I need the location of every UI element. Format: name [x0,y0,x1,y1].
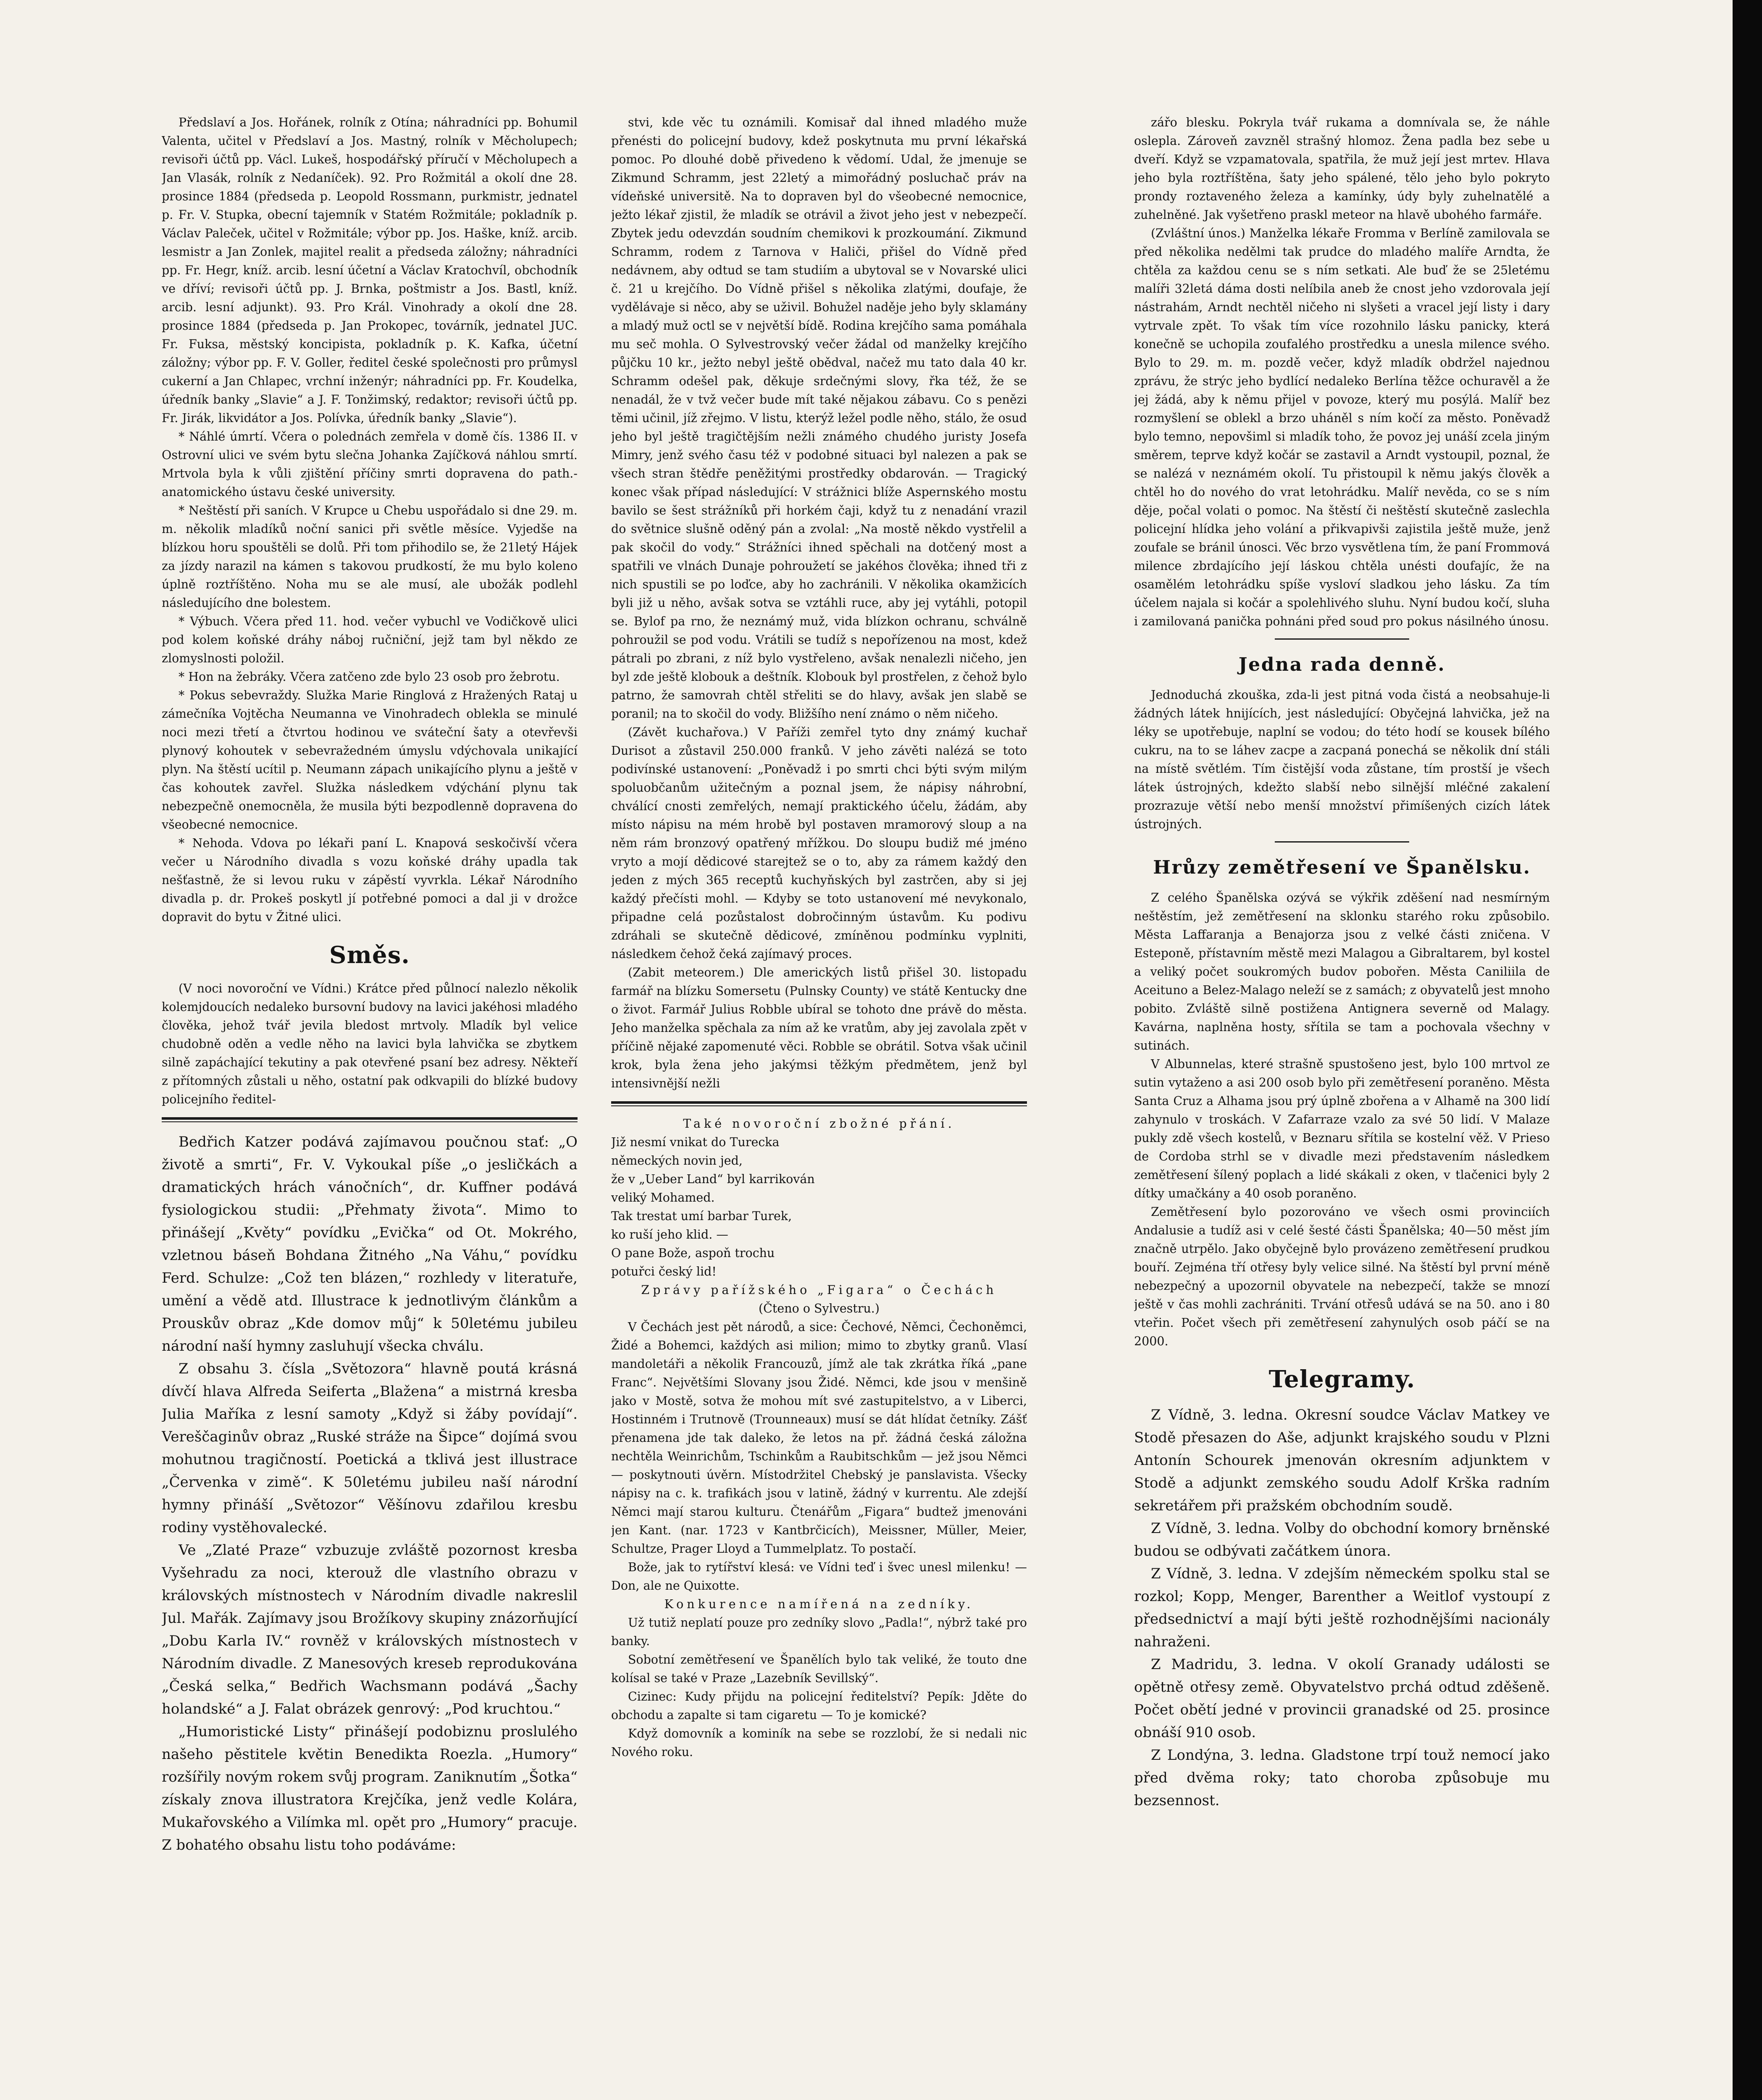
telegram: Z Londýna, 3. ledna. Gladstone trpí touž nemocí jako před dvěma roky; tato choroba způsobuje mu bezsennost. [1134,1747,1550,1809]
column-left [162,113,578,2100]
article-text: * Hon na žebráky. Včera zatčeno zde bylo 23 osob pro žebrotu. [179,670,560,684]
telegram: Z Vídně, 3. ledna. Volby do obchodní komory brněnské budou se odbývati začátkem února. [1134,1520,1550,1559]
article-text: * Neštěstí při saních. V Krupce u Chebu uspořádalo si dne 29. m. m. několik mladíků noční sanici při světle měsíce. Vyjedše na blízkou horu spouštěli se dolů. Při tom přihodilo se, že 21letý Hájek za jízdy narazil na kámen s takovou prudkostí, že mu bylo koleno úplně roztříštěno. Noha mu se ale musí, ale ubožák podlehl následujícího dne bolestem. [162,504,578,610]
article-text: stvi, kde věc tu oznámili. Komisař dal ihned mladého muže přenésti do policejní budovy, kdež poskytnuta mu první lékařská pomoc. Po dlouhé době přivedeno k vědomí. Udal, že jmenuje se Zikmund Schramm, jest 22letý a mimořádný posluchač práv na vídeňské universitě. Na to dopraven byl do všeobecné nemocnice, ježto lékař zjistil, že mladík se otrávil a život jeho jest v nebezpečí. Zbytek jedu odevzdán soudním chemikovi k prozkoumání. Zikmund Schramm, rodem z Tarnova v Haliči, přišel do Vídně před nedávnem, aby odtud se tam studiím a ubytoval se v Novarské ulici č. 21 u krejčího. Do Vídně přišel s několika zlatými, doufaje, že vydělávaje si něco, aby se uživil. Bohužel naděje jeho byly sklamány a mladý muž octl se v největší bídě. Rodina krejčího sama pomáhala mu seč mohla. O Sylvestrovský večer žádal od manželky krejčího půjčku 10 kr., ježto nebyl ještě obědval, načež mu tato dala 40 kr. Schramm odešel pak, děkuje srdečnými slovy, řka též, že se nenadál, že v tvž večer bude mít také nějakou zábavu. Co s penězi těmi učinil, jíž zřejmo. V listu, kterýž ležel podle něho, stálo, že osud jeho byl ještě tragičtějším nežli známého chudého juristy Josefa Mimry, jenž svého času též v podobné situaci byl nalezen a pak se všech stran štědře peněžitými prostředky obdarován. — Tragický konec však případ následující: V strážnici blíže Aspernského mostu bavilo se šest strážníků při horkém čaji, když tu z nenadání vrazil do světnice slušně oděný pán a zvolal: „Na mostě někdo vystřelil a pak skočil do vody.“ Strážníci ihned spěchali na dotčený most a spatřili ve vlnách Dunaje pohroužetí se jakéhos člověka; ihned tři z nich spustili se po loďce, aby ho zachránili. V několika okamžicích byli již u něho, avšak sotva se vztáhli ruce, aby jej vytáhli, potopil se. Bylof pa rno, že neznámý muž, vida blízkon ochranu, schválně pohroužil se pod vodu. Vrátili se tudíž s nepořízenou na most, kdež pátrali po zbrani, z níž bylo vystřeleno, avšak nenalezli ničeho, jen byl zde ještě klobouk a deštník. Klobouk byl prostřelen, z čehož bylo patrno, že samovrah chtěl střeliti se do hlavy, avšak jen slabě se poranil; na to skočil do vody. Bližšího není známo o něm ničeho. [611,116,1027,721]
article-text: zářo blesku. Pokryla tvář rukama a domnívala se, že náhle oslepla. Zároveň zavzněl strašný hlomoz. Žena padla bez sebe u dveří. Když se vzpamatovala, spatřila, že muž její jest mrtev. Hlava jeho byla roztříštěna, šaty jeho spálené, tělo jeho bylo pokryto prondy roztaveného železa a kamínky, údy byly zuhelnatělé a zuhelněné. Jak vyšetřeno praskl meteor na hlavě ubohého farmáře. [1134,116,1550,222]
article-text: * Pokus sebevraždy. Služka Marie Ringlová z Hražených Rataj u zámečníka Vojtěcha Neumanna ve Vinohradech oblekla se minulé noci mezi třetí a čtvrtou hodinou ve sváteční šaty a otevřevši plynový kohoutek v sebevražedném úmyslu vdýchovala unikající plyn. Na štěstí ucítil p. Neumann zápach unikajícího plynu a ještě v čas kohoutek zavřel. Služka následkem vdýchání plynu tak nebezpečně onemocněla, že musila býti bezpodlenně dopravena do všeobecné nemocnice. [162,688,578,832]
section-heading-telegramy: Telegramy. [1268,1365,1415,1393]
divider [162,1117,578,1122]
column-middle [611,113,1027,2100]
article-text: Předslaví a Jos. Hořánek, rolník z Otína; náhradníci pp. Bohumil Valenta, učitel v Předslaví a Jos. Mastný, rolník v Měcholupech; revisoři účtů pp. Václ. Lukeš, hospodářský příručí v Měcholupech a Jan Vlasák, rolník z Nedaníček). 92. Pro Rožmitál a okolí dne 28. prosince 1884 (předseda p. Leopold Rossmann, purkmistr, jednatel p. Fr. V. Stupka, obecní tajemník v Statém Rožmitále; pokladník p. Václav Paleček, učitel v Rožmitále; výbor pp. Jos. Haške, kníž. arcib. lesmistr a Jan Zonlek, majitel realit a předseda záložny; náhradníci pp. Fr. Hegr, kníž. arcib. lesní účetní a Václav Kratochvíl, obchodník ve dříví; revisoři účtů pp. J. Brnka, poštmistr a Jos. Bastl, kníž. arcib. lesní adjunkt). 93. Pro Král. Vinohrady a okolí dne 28. prosince 1884 (předseda p. Jan Prokopec, továrník, jednatel JUC. Fr. Fuksa, městský koncipista, pokladník p. K. Kafka, účetní záložny; výbor pp. F. V. Goller, ředitel české společnosti pro průmysl cukerní a Jan Chlapec, vrchní inženýr; náhradníci pp. Fr. Koudelka, úředník banky „Slavie“ a J. F. Tonžimský, redaktor; revisoři účtů pp. Fr. Jirák, likvidátor a Jos. Polívka, úředník banky „Slavie“). [162,116,578,425]
poem [611,1133,1027,1281]
article-text: „Humoristické Listy“ přinášejí podobiznu proslulého našeho pěstitele květin Benedikta Roezla. „Humory“ rozšířily novým rokem svůj program. Zaniknutím „Šotka“ získaly znova illustratora Krejčíka, jenž vedle Kolára, Mukařovského a Vilímka ml. opět pro „Humory“ pracuje. Z bohatého obsahu listu toho podáváme: [162,1723,578,1853]
section-heading-rada: Jedna rada denně. [1238,654,1446,675]
divider [1275,841,1409,843]
article-text: (Zvláštní únos.) Manželka lékaře Fromma v Berlíně zamilovala se před několika nedělmi tak prudce do mladého malíře Arndta, že chtěla za každou cenu se s ním setkati. Ale buď že se 25letému malíři 32letá dáma dosti nelíbila aneb že cnost jeho vzdorovala její nástrahám, Arndt nechtěl ničeho ni slyšeti a vracel její listy i dary vytrvale zpět. To však tím více rozohnilo lásku panicky, která konečně se uchopila zoufalého prostředku a unesla milence svého. Bylo to 29. m. m. pozdě večer, když mladík obdržel najednou zprávu, že strýc jeho bydlící nedaleko Berlína těžce ochuravěl a že jej žádá, aby k němu přijel v povoze, který mu posýlá. Malíř bez rozmyšlení se oblekl a brzo uháněl s ním kočí za město. Poněvadž bylo temno, nepovšiml si mladík toho, že povoz jej unáší zcela jiným směrem, teprve když kočár se zastavil a Arndt vystoupil, poznal, že se nalézá v neznámém okolí. Tu přistoupil k němu jakýs člověk a chtěl ho do nového do vrat letohrádku. Malíř nevěda, co se s ním děje, počal volati o pomoc. Na štěstí či neštěstí skutečně zaslechla policejní hlídka jeho volání a přikvapivši zajistila ještě muže, jenž zoufale se bránil únosci. Věc brzo vysvětlena tím, že paní Frommová milence zbrdajícího její láskou chtěla unésti doufajíc, že na osamělém letohrádku spíše vysloví sladkou jeho lásku. Za tím účelem najala si kočár a spolehlivého sluhu. Nyní budou kočí, sluha i zamilovaná panička pohnáni před soud pro pokus násilného únosu. [1134,226,1550,628]
poem-line: německých novin jed, [611,1154,743,1168]
section-heading-hruzy: Hrůzy zemětřesení ve Španělsku. [1153,857,1531,878]
article-text: Jednoduchá zkouška, zda-li jest pitná voda čistá a neobsahuje-li žádných látek hnijících, jest následující: Obyčejná lahvička, jež na léky se upotřebuje, naplní se vodou; do této hodí se kousek bílého cukru, na to se láhev zacpe a zacpaná ponechá se několik dní stáli na místě světlém. Tím čistější voda zůstane, tím prostší je všech látek ústrojných, kdežto slabší nebo silnější mléčné zakalení prozrazuje větší nebo menší množství přimíšených cizích látek ústrojných. [1134,688,1550,831]
divider [1275,638,1409,640]
poem-line: potuřci český lid! [611,1265,717,1278]
scan-edge [1733,0,1762,2100]
article-text: Z celého Španělska ozývá se výkřik zděšení nad nesmírným neštěstím, jež zemětřesení na sklonku starého roku způsobilo. Města Laffaranja a Benajorza jsou z velké části zničena. V Esteponě, přístavním městě mezi Malagou a Gibraltarem, byl kostel a veliký počet soukromých budov pobořen. Města Caniliila de Aceituno a Belez-Malago neleží se z samách; z obyvatelů jest mnoho pobito. Zvláště silně postižena Antignera severně od Malagy. Kavárna, naplněna hosty, sřítila se tam a pochovala všechny v sutinách. [1134,891,1550,1053]
article-text: Zemětřesení bylo pozorováno ve všech osmi provinciích Andalusie a tudíž asi v celé šesté části Španělska; 40—50 měst jím značně utrpělo. Jako obyčejně bylo provázeno zemětřesení prudkou bouří. Zejména tří otřesy byly velice silné. Na štěstí byl první méně nebezpečný a upozornil obyvatele na nebezpečí, takže se mnozí ještě v čas mohli zachrániti. Trvání otřesů udává se na 50. ano i 80 vteřin. Počet všech při zemětřesení zahynulých osob páčí se na 2000. [1134,1205,1550,1348]
poem-line: ko ruší jeho klid. — [611,1228,728,1242]
column-right [1134,113,1550,2100]
divider [611,1101,1027,1106]
article-text: * Výbuch. Včera před 11. hod. večer vybuchl ve Vodičkově ulici pod kolem koňské dráhy náboj ručniční, jejž tam byl někdo ze zlomyslnosti položil. [162,614,578,665]
telegram: Z Vídně, 3. ledna. V zdejším německém spolku stal se rozkol; Kopp, Menger, Barenther a Weitlof vystoupí z předsednictví a mají býti ještě rozhodnějšími nacionály nahraženi. [1134,1565,1550,1650]
article-text: Sobotní zemětřesení ve Španělích bylo tak veliké, že touto dne kolísal se také v Praze „Lazebník Sevillský“. [611,1653,1027,1685]
article-text: (V noci novoroční ve Vídni.) Krátce před půlnocí nalezlo několik kolemjdoucích nedaleko bursovní budovy na lavici jakéhosi mladého člověka, jehož tvář jevila bledost mrtvoly. Mladík byl velice chudobně oděn a vedle něho na lavici byla lahvička se zbytkem silně zapáchající tekutiny a pak otevřené psaní bez adresy. Někteří z přítomných zůstali u něho, ostatní pak odkvapili do blízké budovy policejního ředitel- [162,982,578,1106]
article-text: * Náhlé úmrtí. Včera o polednách zemřela v domě čís. 1386 II. v Ostrovní ulici ve svém bytu slečna Johanka Zajíčková náhlou smrtí. Mrtvola byla k vůli zjištění příčiny smrti dopravena do path.-anatomického ústavu české university. [162,430,578,499]
article-text: Bože, jak to rytířství klesá: ve Vídni teď i švec unesl milenku! — Don, ale ne Quixotte. [611,1560,1027,1593]
poem-line: že v „Ueber Land“ byl karrikován [611,1172,815,1186]
article-text: (Zabit meteorem.) Dle amerických listů přišel 30. listopadu farmář na blízku Somersetu (Pulnsky County) ve státě Kentucky dne o život. Farmář Julius Robble ubíral se tohoto dne právě do města. Jeho manželka spěchala za ním až ke vratům, aby jej zavolala zpět v příčině nějaké zapomenuté věci. Robble se obrátil. Sotva však učinil krok, byla žena jeho jakýmsi těžkým předmětem, jenž byl intensivnější nežli [611,966,1027,1090]
article-text: * Nehoda. Vdova po lékaři paní L. Knapová seskočivší včera večer u Národního divadla s vozu koňské dráhy upadla tak nešťastně, že si levou ruku v zápěstí vyvrkla. Lékař Národního divadla p. dr. Prokeš poskytl jí potřebné pomoci a dal ji v drožce dopravit do bytu v Žitné ulici. [162,836,578,924]
telegram: Z Madridu, 3. ledna. V okolí Granady události se opětně otřesy země. Obyvatelstvo prchá odtud zděšeně. Počet obětí jedné v provincii granadské od 25. prosince obnáší 910 osob. [1134,1656,1550,1741]
poem-line: Tak trestat umí barbar Turek, [611,1209,792,1223]
telegram: Z Vídně, 3. ledna. Okresní soudce Václav Matkey ve Stodě přesazen do Aše, adjunkt krajského soudu v Plzni Antonín Schourek jmenován okresním adjunktem v Stodě a adjunkt zemského soudu Adolf Krška radním sekretářem při pražském obchodním soudě. [1134,1407,1550,1514]
article-text: Už tutiž neplatí pouze pro zedníky slovo „Padla!“, nýbrž také pro banky. [611,1616,1027,1648]
konkurence-title: Konkurence namířená na zedníky. [664,1597,974,1611]
figaro-title: Zprávy pařížského „Figara“ o Čechách [641,1283,997,1297]
article-text: Když domovník a kominík na sebe se rozzlobí, že si nedali nic Nového roku. [611,1727,1027,1759]
article-text: (Závět kuchařova.) V Paříži zemřel tyto dny známý kuchař Durisot a zůstavil 250.000 franků. V jeho závěti nalézá se toto podivínské ustanovení: „Poněvadž i po smrti chci býti svým milým spoluobčanům užitečným a poznal jsem, že nápisy náhrobní, chválící cnosti zemřelých, nemají praktického účelu, žádám, aby místo nápisu na mém hrobě byl postaven mramorový sloup a na něm rám bronzový opatřený mřížkou. Do sloupu budiž mé jméno vryto a mojí dědicové starejtež se o to, aby za rámem každý den jeden z mých 365 receptů kuchyňských byl zastrčen, aby si jej každý přečísti mohl. — Kdyby se toto ustanovení mé nevykonalo, připadne celá pozůstalost dobročinným ústavům. Ku podivu zdráhali se skutečně dědicové, zmíněnou podmínku vyplniti, následkem čehož čeká zajímavý proces. [611,725,1027,961]
poem-line: O pane Bože, aspoň trochu [611,1246,775,1260]
article-text: V Čechách jest pět národů, a sice: Čechové, Němci, Čechoněmci, Židé a Bohemci, každých asi milion; mimo to zbytky granů. Vlasí mandoletáři a několik Francouzů, jímž ale tak zkrátka říká „pane Franc“. Největšími Slovany jsou Židé. Němci, kde jsou v menšině jako v Mostě, sotva že mohou mít své zastupitelstvo, a v Liberci, Hostinném i Trutnově (Trounneaux) musí se dát hlídat četníky. Zášť přenamena jde tak daleko, že letos na př. žádná česká záložna nechtěla Weinrichům, Tschinkům a Raubitschkům — jež jsou Němci — poskytnouti úvěrn. Místodržitel Chebský je panslavista. Všecky nápisy na c. k. trafikách jsou v latině, žádný v kurrentu. Ale zdejší Němci mají starou kulturu. Čtenářům „Figara“ budtež jmenováni jen Kant. (nar. 1723 v Kantbrčicích), Meissner, Müller, Meier, Schultze, Prager Lloyd a Tummelplatz. To postačí. [611,1320,1027,1556]
article-text: Cizinec: Kudy přijdu na policejní ředitelství? Pepík: Jděte do obchodu a zapalte si tam cigaretu — To je komické? [611,1690,1027,1722]
article-text: Ve „Zlaté Praze“ vzbuzuje zvláště pozornost kresba Vyšehradu za noci, kterouž dle vlastního obrazu v královských místnostech v Národním divadle nakreslil Jul. Mařák. Zajímavy jsou Brožíkovy skupiny znázorňující „Dobu Karla IV.“ rovněž v královských místnostech v Národním divadle. Z Manesových kreseb reprodukována „Česká selka,“ Bedřich Wachsmann podává „Šachy holandské“ a J. Falat obrázek genrový: „Pod kruchtou.“ [162,1542,578,1717]
poem-title: Také novoroční zbožné přání. [683,1117,955,1131]
section-heading-smes: Směs. [329,941,410,969]
article-text: Z obsahu 3. čísla „Světozora“ hlavně poutá krásná dívčí hlava Alfreda Seiferta „Blažena“ a mistrná kresba Julia Maříka z lesní samoty „Když si žáby povídají“. Vereščaginův obraz „Ruské stráže na Šipce“ dojímá svou mohutnou tragičností. Poetická a tklivá jest illustrace „Červenka v zimě“. K 50letému jubileu naší národní hymny přináší „Světozor“ Věšínovu zdařilou kresbu rodiny vystěhovalecké. [162,1360,578,1536]
poem-line: veliký Mohamed. [611,1191,715,1205]
figaro-subtitle: (Čteno o Sylvestru.) [759,1302,880,1315]
article-text: V Albunnelas, které strašně spustošeno jest, bylo 100 mrtvol ze sutin vytaženo a asi 200 osob bylo při zemětřesení poraněno. Města Santa Cruz a Alhama jsou prý úplně zbořena a v Alhamě na 300 lidí zahynulo v troskách. V Zafarraze vzalo za své 50 lidí. V Malaze pukly zdě všech kostelů, v Beznaru sřítila se kostelní věž. V Prieso de Cordoba strhl se v divadle mezi představením následkem zemětřesení šílený poplach a lidé skákali z oken, v tlačenici byly 2 dítky umačkány a 40 osob poraněno. [1134,1057,1550,1200]
article-text: Bedřich Katzer podává zajímavou poučnou stať: „O životě a smrti“, Fr. V. Vykoukal píše „o jesličkách a dramatických hrách vánočních“, dr. Kuffner podává fysiologickou studii: „Přehmaty života“. Mimo to přinášejí „Květy“ povídku „Evička“ od Ot. Mokrého, vzletnou báseň Bohdana Žitného „Na Váhu,“ povídku Ferd. Schulze: „Což ten blázen,“ rozhledy v literatuře, umění a vědě atd. Illustrace k jednotlivým článkům a Prouskův obraz „Kde domov můj“ k 50letému jubileu národní naší hymny zasluhují všecka chválu. [162,1134,578,1354]
poem-line: Již nesmí vnikat do Turecka [611,1135,780,1149]
